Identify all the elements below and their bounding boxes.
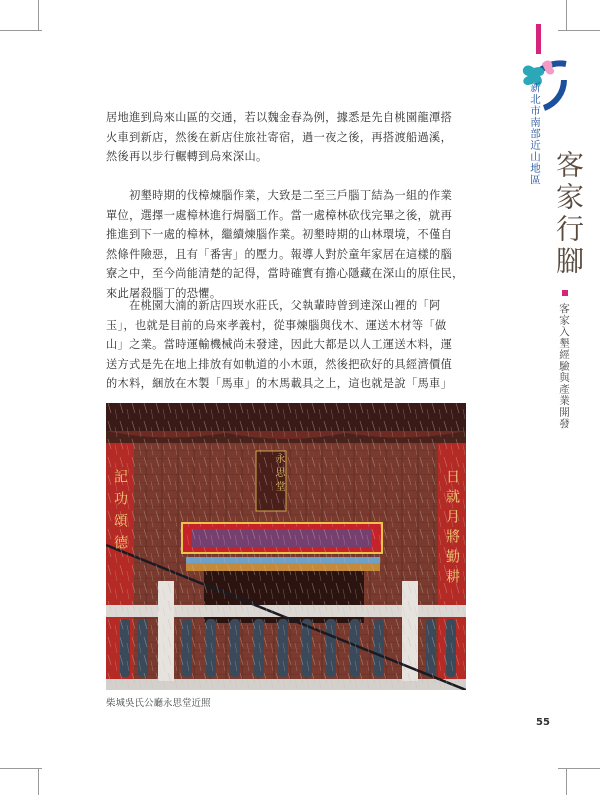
- text-line: 在桃園大湳的新店四崁水莊氏，父執輩時曾到達深山裡的「阿: [106, 299, 441, 312]
- logo-graphic: [514, 20, 574, 115]
- text-line: 來此屠殺腦丁的恐懼。: [106, 286, 222, 300]
- text-line: 然條件險惡，且有「番害」的壓力。報導人對於童年家居在這樣的腦: [106, 247, 453, 261]
- text-line: 初墾時期的伐樟煉腦作業，大致是二至三戶腦丁結為一組的作業: [106, 189, 453, 202]
- series-logo: [514, 20, 574, 115]
- text-line: 的木料，綑放在木製「馬車」的木馬載具之上，這也就是說「馬車」: [106, 377, 453, 391]
- paragraph-2: [106, 186, 466, 304]
- title-separator: [562, 290, 568, 296]
- photo-illustration: [106, 403, 466, 690]
- text-line: 推進到下一處的樟林，繼續煉腦作業。初墾時期的山林環境，不僅自: [106, 228, 453, 242]
- text-line: 居地進到烏來山區的交通，若以魏金春為例，據悉是先自桃園龍潭搭: [106, 111, 453, 124]
- text-line: 單位，選擇一處樟林進行焗腦工作。當一處樟林砍伐完畢之後，就再: [106, 208, 453, 222]
- page-number: 55: [536, 717, 550, 728]
- text-line: 寮之中，至今尚能清楚的記得，當時確實有擔心隱藏在深山的原住民，: [106, 267, 464, 281]
- region-title: 新北市南部近山地區: [529, 82, 541, 186]
- series-subtitle: 客家入墾經驗與產業開發: [558, 303, 570, 430]
- couplet-right-text: 日就月將勤耕: [444, 469, 460, 589]
- hall-plaque-text: 永思堂: [273, 453, 284, 495]
- text-line: 玉」，也就是目前的烏來孝義村，從事煉腦與伐木、運送木材等「做: [106, 318, 447, 332]
- series-title: 客家行腳: [552, 150, 585, 278]
- ancestral-hall-photo: [106, 403, 466, 690]
- text-line: 山」之業。當時運輸機械尚未發達，因此大都是以人工運送木料，運: [106, 338, 453, 352]
- text-line: 送方式是先在地上排放有如軌道的小木頭，然後把砍好的具經濟價值: [106, 357, 453, 371]
- text-line: 火車到新店，然後在新店住旅社寄宿，過一夜之後，再搭渡船過溪，: [106, 130, 453, 144]
- text-line: 然後再以步行輾轉到烏來深山。: [106, 150, 268, 164]
- paragraph-1: [106, 108, 466, 167]
- paragraph-3: [106, 296, 466, 394]
- photo-caption: 柴城吳氏公廳永思堂近照: [106, 698, 211, 709]
- couplet-left-text: 記功頌德: [112, 469, 128, 557]
